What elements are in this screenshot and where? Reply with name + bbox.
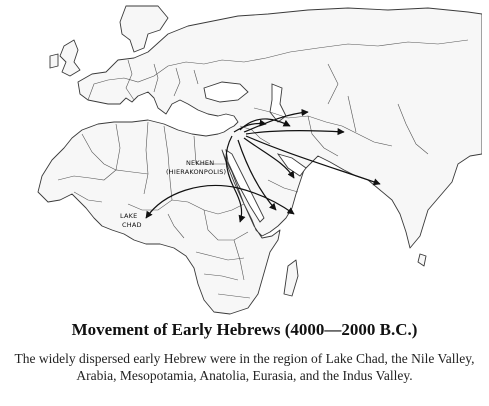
figure-title: Movement of Early Hebrews (4000—2000 B.C.) [71, 320, 418, 339]
sri-lanka [418, 254, 426, 266]
lake-label: LAKE [120, 212, 138, 220]
hierakonpolis-label: (HIERAKONPOLIS) [166, 168, 227, 176]
nekhen-label: NEKHEN [186, 159, 215, 167]
figure-caption: The widely dispersed early Hebrew were in the region of Lake Chad, the Nile Valley, Arabia, Mesopotamia, Anatolia, Eurasia, and the Indus Valley. [14, 351, 475, 383]
ireland [50, 54, 58, 68]
landmasses [38, 6, 482, 314]
great-britain [60, 40, 80, 76]
chad-label: CHAD [122, 221, 142, 229]
eurasia-africa [38, 8, 482, 314]
dispersal-map [8, 4, 482, 316]
madagascar [284, 260, 298, 296]
